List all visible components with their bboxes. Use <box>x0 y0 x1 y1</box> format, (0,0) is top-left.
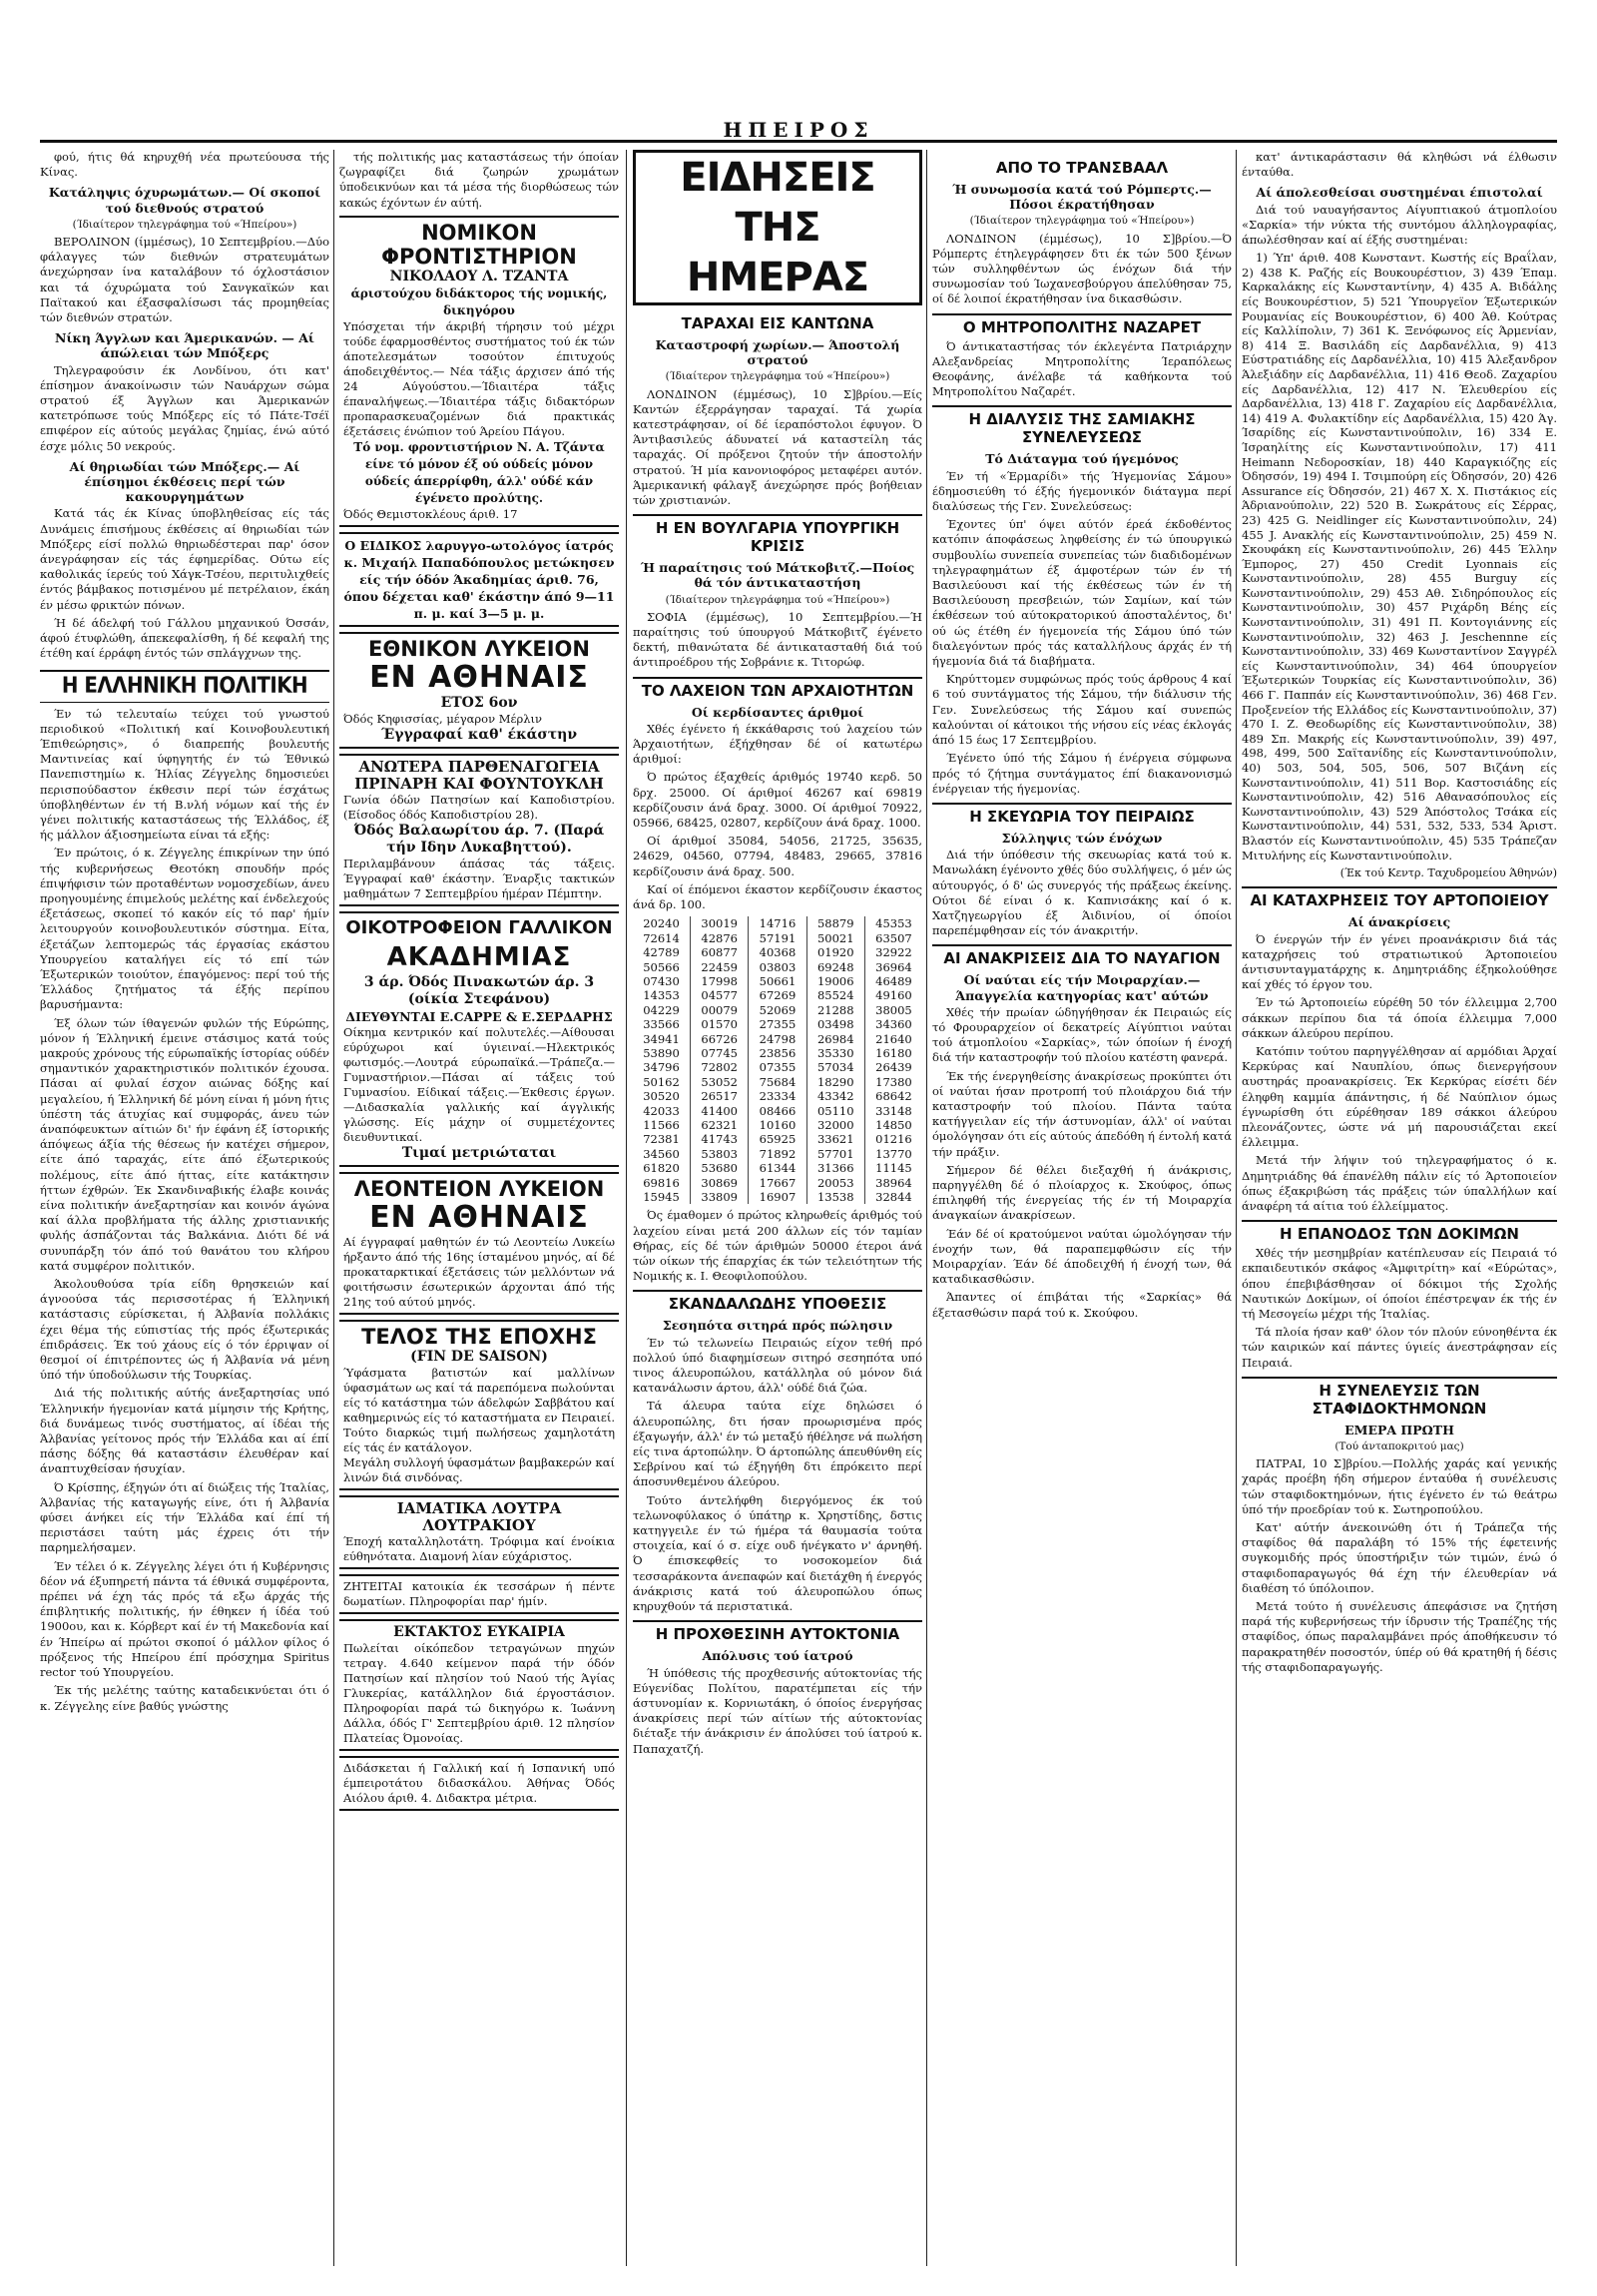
ad-title: ΑΝΩΤΕΡΑ ΠΑΡΘΕΝΑΓΩΓΕΙΑ <box>358 757 600 776</box>
lottery-number: 68642 <box>864 1089 922 1103</box>
advertisement <box>339 1756 619 1811</box>
lottery-numbers-table <box>633 916 922 1204</box>
article-text: Ή ύπόθεσις τής προχθεσινής αύτοκτονίας τής Εύγενίδας Πολίτου, παρατέμπεται είς τήν άστυνομίαν κ. Κορνιωτάκη, ό όποίος ένεργήσας άνακρίσεις περί τών αίτίων τής αύτοκτονίας διέταξε τήν άνάκρισιν έν άπολύσει τού ίατρού κ. Παπαχατζή. <box>633 1665 922 1756</box>
lottery-number: 61344 <box>749 1161 806 1175</box>
article-text: Έχοντες ύπ' όψει αύτόν έρεά έκδοθέντος κατόπιν άποφάσεως ληφθείσης έν τώ ύπουργικώ συμβουλίω συνεπεία συνεπείας τών διαδιδομένων τηλεγραφημάτων έξ άμφοτέρων τών έν τή Βασιλεύουσι καί τής έκθέσεως τών έν τή Βασιλεύουση πρεσβειών, τών Σαμίων, καί τών έκθέσεων τού αύτοκρατορικού άποσταλέντος, δι' ού ώς έτέθη έν ήγεμονεία τής Σάμου ύπό τών διαλεγόντων πρός τάς καταλλήλους άρχάς έν τή ήγεμονία διά τά διαβήματα. <box>932 517 1232 669</box>
table-row <box>633 1147 922 1161</box>
advertisement <box>339 1574 619 1614</box>
lottery-number: 03803 <box>749 960 806 974</box>
advertisement <box>339 1619 619 1751</box>
article-text: 1) Ύπ' άριθ. 408 Κωνσταντ. Κωστής είς Βραΐλαν, 2) 438 Κ. Ραζής είς Βουκουρέστιον, 3) 439 Έπαμ. Καρκαλάκης είς Κωνσταντίνην, 4) 435 Α. Βιδάλης είς Βουκουρέστιον, 5) 521 Ύπουργεϊον Έξωτερικών Ρουμανίας είς Βουκουρέστιον, 6) 400 Άθ. Κούτρας είς Καλλίπολιν, 7) 361 Κ. Ξενόφωνος είς Άρμενίαν, 8) 414 Ξ. Βασιλάδη είς Δαρδανέλλια, 9) 413 Εύστρατιάδης είς Δαρδανέλλια, 10) 415 Άλεξανδρον Άλεξιάδην είς Δαρδανέλλια, 11) 416 Θεοδ. Ζαχαρίου είς Δαρδανέλλια, 12) 417 Ν. Έλευθερίου είς Δαρδανέλλια, 13) 418 Γ. Ζαχαρίου είς Δαρδανέλλια, 14) 419 Α. Φυλακτίδην είς Δαρδανέλλια, 15) 420 Άγ. Ίσαρίδης είς Κωνσταντινούπολιν, 16) 334 Ε. Ίσραηλίτης είς Κωνσταντινούπολιν, 17) 411 Heimann Νεδοροσκίαν, 18) 440 Καραγκιόζης είς Όδησσόν, 19) 494 Ι. Τσιμπούρη είς Όδησσόν, 20) 426 Assurance είς Όδησσόν, 21) 467 Χ. Χ. Πιστάκιος είς Άδριανούπολιν, 22) 520 Β. Σωκράτους είς Σέρρας, 23) 425 G. Neidlinger είς Κωνσταντινούπολιν, 24) 455 J. Ανακλής είς Κωνσταντινούπολιν, 25) 459 Ν. Σκουφάκη είς Κωνσταντινούπολιν, 26) 445 Έλλην Έμπορος, 27) 450 Credit Lyonnais είς Κωνσταντινούπολιν, 28) 455 Burguy είς Κωνσταντινούπολιν, 29) 453 Αθ. Σιδηρόπουλος είς Κωνσταντινούπολιν, 30) 457 Ριχάρδη Βέης είς Κωνσταντινούπολιν, 31) 491 Π. Κοντογιάννης είς Κωνσταντινούπολιν, 32) 463 J. Jeschennne είς Κωνσταντινούπολιν, 33) 469 Κωνσταντίνον Σαγγρέλ είς Κωνσταντινούπολιν, 34) 464 ύπουργείον Έξωτερικών Τουρκίας είς Κωνσταντινούπολιν, 36) 466 Γ. Παππάν είς Κωνσταντινούπολιν, 36) 468 Γεν. Προξενείον τής Ελλάδος είς Κωνσταντινούπολιν, 37) 470 Ι. Ζ. Θεοδωρίδης είς Κωνσταντινούπολιν, 38) 489 Σπ. Μακρής είς Κωνσταντινούπολιν, 39) 497, 498, 499, 500 Σαϊτανίδης είς Κωνσταντινούπολιν, 40) 503, 504, 505, 506, 507 Βιζάνη είς Κωνσταντινούπολιν, 41) 511 Βορ. Καστοσιάδης είς Κωνσταντινούπολιν, 42) 516 Αθανασόπουλος είς Κωνσταντινούπολιν, 43) 529 Άπόστολος Τσάκα είς Κωνσταντινούπολιν, 44) 531, 532, 533, 534 Άριστ. Βλαστόν είς Κωνσταντινούπολιν, 45) 535 Τράπεζαν Μιτυλήνης είς Κωνσταντινούπολιν. <box>1242 251 1557 862</box>
ad-subtitle: 3 άρ. Όδός Πινακωτών άρ. 3 (οίκία Στεφάνου) <box>363 973 595 1007</box>
article-text: Κατά τάς έκ Κίνας ύποβληθείσας είς τάς Δυνάμεις έπισήμους έκθέσεις αί θηριωδίαι τών Μπόξερς είσί πολλώ θηριωδέστεραι παρ' όσον άνεγράφησαν είς τάς έφημερίδας. Ούτω είς καθολικάς ίερεύς τού Χάγκ-Τσέου, περιτυλιχθείς έντός βάμβακος ποτισμένου μέ πετρέλαιον, έκάη έν μέσω φρικτών πόνων. <box>40 506 329 612</box>
lottery-number: 14716 <box>749 916 806 930</box>
article-text: ΠΑΤΡΑΙ, 10 Σ]βρίου.—Πολλής χαράς καί γενικής χαράς προέβη ήδη σήμερον ένταύθα ή συνέλευσις τών σταφιδοκτημόνων, ήτις έγένετο έν τώ θεάτρω ύπό τήν προεδρίαν τού κ. Σωτηροπούλου. <box>1242 1456 1557 1516</box>
article-text: Έν τή «Έρμαρίδι» τής Ήγεμονίας Σάμου» έδημοσιεύθη τό έξής ήγεμονικόν διάταγμα περί διαλύσεως τής Γεν. Συνελεύσεως: <box>932 468 1232 514</box>
article-heading: Κατάληψις όχυρωμάτων.— Οί σκοποί τού διεθνούς στρατού <box>48 185 321 216</box>
lottery-number: 33148 <box>864 1104 922 1118</box>
news-banner: ΕΙΔΗΣΕΙΣ ΤΗΣ ΗΜΕΡΑΣ <box>633 150 922 305</box>
article-text: Τά πλοία ήσαν καθ' όλον τόν πλούν εύνοηθέντα έκ τών καιρικών καί πάντες ύγιείς άνεστράφησαν είς Πειραιά. <box>1242 1325 1557 1370</box>
dateline: (Ίδιαίτερον τηλεγράφημα τού «Ήπείρου») <box>665 370 890 383</box>
lottery-number: 05110 <box>806 1104 864 1118</box>
article-text: Ό πρώτος έξαχθείς άριθμός 19740 κερδ. 50 δρχ. 25000. Οί άριθμοί 46267 καί 69819 κερδίζουσιν άνά δραχ. 3000. Οί άριθμοί 70922, 05966, 68425, 02807, κερδίζουν άνά δραχ. 1000. <box>633 770 922 831</box>
article-text: Άκολουθούσα τρία είδη θρησκειών καί άγνοούσα τάς περισσοτέρας ή Έλληνική κατάστασις εύρίσκεται, ή Άλβανία πολλάκις έχει θέμα τής εύπιστίας τής πρός έξωτερικάς έπιδράσεις. Έκ τού χάους είς ό τόν έρριψαν οί θεσμοί οί έπιτρέποντες ώς ή Άλβανία νά μένη ύπό τήν ύποδούλωσιν τής Τουρκίας. <box>40 1277 329 1383</box>
lottery-number: 22459 <box>691 960 749 974</box>
article-heading: ΑΙ ΑΝΑΚΡΙΣΕΙΣ ΔΙΑ ΤΟ ΝΑΥΑΓΙΟΝ <box>932 944 1232 967</box>
ad-title: ΕΝ ΑΘΗΝΑΙΣ <box>369 1199 589 1235</box>
lottery-number: 42033 <box>643 1103 680 1118</box>
column-rule <box>1236 150 1237 2266</box>
lottery-number: 72614 <box>643 930 680 945</box>
ad-address: Όδός Κηφισσίας, μέγαρον Μέρλιν <box>343 711 543 726</box>
lottery-number: 14850 <box>864 1118 922 1132</box>
lottery-number: 57191 <box>749 931 806 945</box>
lottery-number: 33566 <box>643 1017 680 1032</box>
article-text: Κατόπιν τούτου παρηγγέλθησαν αί αρμόδιαι Άρχαί Κερκύρας καί Ναυπλίου, όπως διενεργήσουν αυστηράς προανακρίσεις. Έκ Κερκύρας είσέτι δέν έληφθη καμμία άπάντησις, ή δέ Ναύπλιον όμως έγνωρίσθη ότι εύρέθησαν 189 σάκκοι άλεύρου πλεονάζοντες, ώστε νά μή παρουσιάζεται εκεί έλλειμμα. <box>1242 1043 1557 1150</box>
lottery-number: 24798 <box>749 1032 806 1046</box>
table-row <box>633 974 922 988</box>
lottery-number: 33809 <box>691 1190 749 1204</box>
article-text: Έν πρώτοις, ό κ. Ζέγγελης έπικρίνων την ύπό τής κυβερνήσεως Θεοτόκη σπουδήν πρός έπιψήφισιν τών προταθέντων νομοσχεδίων, άνευ προηγουμένης έπιμελούς μελέτης καί ένδελεχούς έξετάσεως, σκοπεί τό κακόν είς τό παρ' ήμίν λειτουργούν κοινοβουλευτικόν σύστημα. Είτα, έξετάζων λεπτομερώς τάς έργασίας εκάστου Υπουργείου καταλήγει είς τό επί τών Έξωτερικών τοιούτον, έπαγόμενος: περί τού τής Έλλάδος ζητήματος τά έξής περίπου βαρυσήμαντα: <box>40 846 329 1012</box>
lottery-number: 20053 <box>806 1176 864 1190</box>
article-text: ΣΟΦΙΑ (έμμέσως), 10 Σεπτεμβρίου.—Ή παραίτησις τού ύπουργού Μάτκοβιτζ έγένετο δεκτή, πιθανώτατα δέ άντικατασταθή διά τού άντιπροέδρου τής Σοβράνιε κ. Τιτορώφ. <box>633 609 922 670</box>
article-heading: Η ΣΚΕΥΩΡΙΑ ΤΟΥ ΠΕΙΡΑΙΩΣ <box>932 803 1232 826</box>
ad-text: ΖΗΤΕΙΤΑΙ κατοικία έκ τεσσάρων ή πέντε δωματίων. Πληροφορίαι παρ' ήμίν. <box>343 1578 615 1608</box>
lottery-number: 32844 <box>864 1190 922 1204</box>
ad-text: Πωλείται οίκόπεδον τετραγώνων πηχών τετραγ. 4.640 κείμενον παρά τήν όδόν Πατησίων καί πλησίον τού Ναού τής Άγίας Γλυκερίας, κατάλληλον διά έργοστάσιον. Πληροφορίαι παρά τώ δικηγόρω κ. Ίωάννη Δάλλα, όδός Γ' Σεπτεμβρίου άριθ. 12 πλησίον Πλατείας Όμονοίας. <box>343 1640 615 1745</box>
ad-text: Υπόσχεται τήν άκριβή τήρησιν τού μέχρι τούδε έφαρμοσθέντος συστήματος τού έκ τών άποτελεσμάτων τοσούτον έπιτυχούς άποδειχθέντος.— Νέα τάξις άρχισεν άπό τής 24 Αύγούστου.—Ίδιαιτέρα τάξις έπαναλήψεως.—Ίδιαιτέρα τάξις διδακτόρων προπαρασκευαζομένων διά πρακτικάς έξετάσεις ένώπιον τού Άρείου Πάγου. <box>343 318 615 438</box>
lottery-number: 52069 <box>749 1003 806 1017</box>
article-heading: Η ΠΡΟΧΘΕΣΙΝΗ ΑΥΤΟΚΤΟΝΙΑ <box>633 1620 922 1643</box>
article-subheading: Οί κερδίσαντες άριθμοί <box>691 704 864 720</box>
lottery-number: 34796 <box>643 1060 680 1075</box>
ad-subtitle: ΔΙΕΥΘΥΝΤΑΙ Ε.CAPPE & Ε.ΣΕΡΔΑΡΗΣ <box>345 1008 613 1024</box>
article-text: Διά τού ναυαγήσαντος Αίγυπτιακού άτμοπλοίου «Σαρκία» τήν νύκτα τής συντόμου άλληλογραφίας, άπωλέσθησαν καί αί έξής συστημέναι: <box>1242 202 1557 248</box>
ad-title: ΕΝ ΑΘΗΝΑΙΣ <box>369 659 589 695</box>
column-3 <box>633 150 922 2266</box>
article-text: Ή δέ άδελφή τού Γάλλου μηχανικού Όσσάν, άφού έτυφλώθη, άπεκεφαλίσθη, ή δέ κεφαλή της έτέθη καί έρράφη έντός τών σπλάγχνων της. <box>40 615 329 661</box>
article-subheading: Ή παραίτησις τού Μάτκοβιτζ.—Ποίος θά τόν άντικαταστήση <box>640 560 915 591</box>
lottery-number: 43342 <box>806 1089 864 1103</box>
article-text: Έκ τής ένεργηθείσης άνακρίσεως προκύπτει ότι οί ναύται ήσαν προτροπή τού πλοιάρχου διά τήν καταστροφήν τού πλοίου. Πάντα ταύτα κατήγγειλαν είς τήν άστυνομίαν, άλλ' οί ναύται όμολόγησαν ότι είς αύτούς άπεδόθη ή έντολή κατά τήν πράξιν. <box>932 1068 1232 1159</box>
table-row <box>633 1161 922 1175</box>
article-text: Έν τέλει ό κ. Ζέγγελης λέγει ότι ή Κυβέρνησις δέον νά έξυπηρετή πάντα τά έθνικά συμφέροντα, πρέπει νά έχη τάς πρός τά εξω άρχάς τής έπιβλητικής πολιτικής, ήν έθηκεν ή ίδέα τού 1900ου, και κ. Κόρβερτ καί έν τή Μακεδονία καί έν Ήπείρω αί πρώτοι σκοποί ό μάλλον φίλος ό πρόξενος τής Ηπείρου έπί πρόσχημα Spiritus rector τού Υπουργείου. <box>40 1558 329 1680</box>
article-text: ΛΟΝΔΙΝΟΝ (έμμέσως), 10 Σ]βρίου.—Είς Καντών έξερράγησαν ταραχαί. Τά χωρία κατεστράφησαν, οί δέ ίεραπόστολοι έφυγον. Ό Άντιβασιλεύς άδυνατεί νά καταστείλη τάς ταραχάς. Οί πρόξενοι ζητούν τήν άποστολήν στρατού. Ή μία κανονιοφόρος μεταφέρει αυτόν. Άμερικανική φάλαγξ άνεχώρησε πρός βοήθειαν τών χριστιανών. <box>633 386 922 508</box>
dateline: (Ίδιαίτερον τηλεγράφημα τού «Ήπείρου») <box>72 218 297 231</box>
article-text: Σήμερον δέ θέλει διεξαχθή ή άνάκρισις, παρηγγέλθη δέ ό πλοίαρχος κ. Σκούφος, όπως έπιληφθή τής ένεργείας τής έν τή Μοιραρχία άναγκαίων άνακρίσεων. <box>932 1162 1232 1223</box>
article-text: Τά άλευρα ταύτα είχε δηλώσει ό άλευροπώλης, δτι ήσαν προωρισμένα πρός έξαγωγήν, άλλ' έν τώ μεταξύ ήθέλησε νά πωλήση είς τινα άρτοπώλην. Ό άρτοπώλης άπευθύνθη είς Σεβρίνου καί τώ έξηγήθη δτι έπρόκειτο περί άποσυνθεμένου άλεύρου. <box>633 1399 922 1489</box>
article-text: Καί οί έπόμενοι έκαστον κερδίζουσιν έκαστος άνά δρ. 100. <box>633 881 922 912</box>
lottery-number: 07355 <box>749 1060 806 1074</box>
ad-text: Τό νομ. φροντιστήριον Ν. Α. Τζάντα είνε τό μόνον έξ ού ούδείς μόνον ούδείς άπερρίφθη, άλλ' ούδέ κάν έγένετο προλύτης. <box>353 439 605 505</box>
column-5 <box>1242 150 1557 2266</box>
advertisement <box>339 632 619 749</box>
advertisement <box>339 1172 619 1315</box>
lottery-number: 53890 <box>643 1045 680 1060</box>
ad-text: Αί έγγραφαί μαθητών έν τώ Λεοντείω Λυκείω ήρξαντο άπό τής 16ης ίσταμένου μηνός, αί δέ προκαταρκτικαί έξετάσεις τών μελλόντων νά φοιτήσωσιν έσωτερικών άρχονται άπό τής 21ης τού αύτού μηνός. <box>343 1234 615 1309</box>
lottery-number: 65925 <box>749 1132 806 1146</box>
lottery-number: 50661 <box>749 974 806 988</box>
table-row <box>633 945 922 959</box>
table-row <box>633 1132 922 1146</box>
table-row <box>633 1003 922 1017</box>
column-rule <box>926 150 927 2266</box>
lottery-number: 26984 <box>806 1032 864 1046</box>
article-subheading: Σεσηπότα σιτηρά πρός πώλησιν <box>662 1318 893 1334</box>
lottery-number: 69816 <box>643 1175 680 1190</box>
table-row <box>633 916 922 930</box>
table-row <box>633 1176 922 1190</box>
lottery-number: 18290 <box>806 1075 864 1089</box>
advertisement <box>339 532 619 627</box>
table-row <box>633 1075 922 1089</box>
lottery-number: 57701 <box>806 1147 864 1161</box>
article-text: Χθές έγένετο ή έκκάθαρσις τού λαχείου τών Άρχαιοτήτων, έξήχθησαν δέ οί κατωτέρω άριθμοί: <box>633 721 922 767</box>
lottery-number: 41400 <box>691 1104 749 1118</box>
lottery-number: 36964 <box>864 960 922 974</box>
table-row <box>633 1046 922 1060</box>
lottery-number: 42789 <box>643 945 680 960</box>
lottery-number: 21640 <box>864 1032 922 1046</box>
lottery-number: 41743 <box>691 1132 749 1146</box>
article-heading: Νίκη Άγγλων και Άμερικανών. — Αί άπώλειαι τών Μπόξερς <box>55 330 314 361</box>
article-text: Κατ' αύτήν άνεκοινώθη ότι ή Τράπεζα τής σταφίδος θά παραλάβη τό 15% τής έφετεινής συγκομιδής πρός ύποστήριξιν τών τιμών, ένώ ό σταφιδοπαραγωγός θά έχη τήν έλευθερίαν νά διαθέση τό ύπόλοιπον. <box>1242 1520 1557 1595</box>
lottery-number: 34941 <box>643 1031 680 1046</box>
table-row <box>633 1032 922 1046</box>
advertisement <box>339 754 619 906</box>
masthead <box>40 118 1557 143</box>
lottery-number: 67269 <box>749 988 806 1002</box>
lottery-number: 07430 <box>643 973 680 988</box>
ad-text: Ο ΕΙΔΙΚΟΣ λαρυγγο-ωτολόγος ίατρός κ. Μιχαήλ Παπαδόπουλος μετώκησεν είς τήν όδόν Άκαδημίας άριθ. 76, όπου δέχεται καθ' έκάστην άπό 9—11 π. μ. καί 3—5 μ. μ. <box>343 537 615 621</box>
lottery-number: 45353 <box>864 916 922 930</box>
advertisement <box>339 1495 619 1569</box>
article-text: Κηρύττομεν συμφώνως πρός τούς άρθρους 4 καί 6 τού συντάγματος τής Σάμου, τήν διάλυσιν τής Γεν. Συνελεύσεως τής Σάμου καί συνεπώς καλούνται οί κάτοικοι τής νήσου είς νέας έκλογάς άπό 15 έως 17 Σεπτεμβρίου. <box>932 672 1232 748</box>
ad-address: Όδός Θεμιστοκλέους άριθ. 17 <box>343 506 518 521</box>
ad-subtitle: (FIN DE SAISON) <box>410 1348 548 1365</box>
ad-title: ΙΑΜΑΤΙΚΑ ΛΟΥΤΡΑ ΛΟΥΤΡΑΚΙΟΥ <box>396 1498 562 1534</box>
ad-text: Έποχή καταλληλοτάτη. Τρόφιμα καί ένοίκια εύθηνότατα. Διαμονή λίαν εύχάριστος. <box>343 1533 615 1563</box>
lottery-number: 11145 <box>864 1161 922 1175</box>
lottery-number: 03498 <box>806 1017 864 1031</box>
lottery-number: 17380 <box>864 1075 922 1089</box>
lottery-number: 01216 <box>864 1132 922 1146</box>
table-row <box>633 960 922 974</box>
lottery-number: 10160 <box>749 1118 806 1132</box>
advertisement <box>339 911 619 1167</box>
dateline: (Τού άνταποκριτού μας) <box>1334 1440 1464 1453</box>
lottery-number: 30869 <box>691 1176 749 1190</box>
lottery-number: 32922 <box>864 945 922 959</box>
lottery-number: 16907 <box>749 1190 806 1204</box>
lottery-number: 16180 <box>864 1046 922 1060</box>
article-heading: Ο ΜΗΤΡΟΠΟΛΙΤΗΣ ΝΑΖΑΡΕΤ <box>932 313 1232 336</box>
article-heading: ΑΠΟ ΤΟ ΤΡΑΝΣΒΑΑΛ <box>995 159 1169 177</box>
column-rule <box>333 150 334 2266</box>
lottery-number: 13770 <box>864 1147 922 1161</box>
ad-text: Μεγάλη συλλογή ύφασμάτων βαμβακερών καί λινών διά σινδόνας. <box>343 1454 615 1484</box>
article-subheading: Ή συνωμοσία κατά τού Ρόμπερτς.— Πόσοι έκρατήθησαν <box>952 182 1212 213</box>
article-text: Διά τής πολιτικής αύτής άνεξαρτησίας υπό Έλληνικήν ήγεμονίαν κατά μίμησιν τής Κρήτης, διά δυνάμεως τινός συστήματος, αί ίδέαι τής Άλβανίας γείτονος πρός τήν Έλλάδα και αί έπί πάσης δόξης θά καταστάσιν έλευθέραν καί άναπτυχθείσαν ήσυχίαν. <box>40 1386 329 1476</box>
ad-text: Διδάσκεται ή Γαλλική καί ή Ισπανική υπό έμπειροτάτου διδασκάλου. Άθήνας Όδός Αιόλου άριθ. 4. Διδακτρα μέτρια. <box>343 1760 615 1805</box>
article-heading: Η ΔΙΑΛΥΣΙΣ ΤΗΣ ΣΑΜΙΑΚΗΣ ΣΥΝΕΛΕΥΣΕΩΣ <box>932 405 1232 446</box>
newspaper-name: ΗΠΕΙΡΟΣ <box>723 118 874 142</box>
article-text: Χθές τήν πρωίαν ώδηγήθησαν έκ Πειραιώς είς τό Φρουραρχείον οί δεκατρείς Αίγύπτιοι ναύται τού άτμοπλοίου «Σαρκίας», τών όποίων ή ένοχή διά τήν καταστροφήν τού πλοίου κατέστη φανερά. <box>932 1004 1232 1065</box>
article-heading: Η ΕΝ ΒΟΥΛΓΑΡΙΑ ΥΠΟΥΡΓΙΚΗ ΚΡΙΣΙΣ <box>633 514 922 555</box>
lottery-number: 69248 <box>806 960 864 974</box>
lottery-number: 62321 <box>691 1118 749 1132</box>
article-heading: Αί θηριωδίαι τών Μπόξερς.— Αί έπίσημοι έκθέσεις περί τών κακουργημάτων <box>69 458 300 505</box>
lottery-number: 07745 <box>691 1046 749 1060</box>
ad-subtitle: Τιμαί μετριώταται <box>401 1144 557 1161</box>
article-text: Έν τώ Άρτοποιείω εύρέθη 50 τόν έλλειμμα 2,700 σάκκων περίπου δια τά όποία έλλειμμα 7,000 σάκκων άλεύρου περίπου. <box>1242 995 1557 1040</box>
article-source: (Έκ τού Κεντρ. Ταχυδρομείου Άθηνών) <box>1339 866 1557 880</box>
lottery-number: 11566 <box>643 1117 680 1132</box>
lottery-number: 04577 <box>691 988 749 1002</box>
lottery-number: 14353 <box>643 988 680 1003</box>
lottery-number: 72802 <box>691 1060 749 1074</box>
lottery-number: 17667 <box>749 1176 806 1190</box>
ad-subtitle: Όδός Βαλαωρίτου άρ. 7. (Παρά τήν Ιδην Λυκαβηττού). <box>353 822 605 856</box>
article-text: ΒΕΡΟΛΙΝΟΝ (ίμμέσως), 10 Σεπτεμβρίου.—Δύο φάλαγγες τών διεθνών στρατευμάτων άνεχώρησαν ίνα καταλάβουν τό όχλοστάσιον και τά όχυρώματα τού Σανγκαϊκών και Παϊτακού και έξασφαλίσωσι τάς προμηθείας τών διεθνών στρατών. <box>40 235 329 325</box>
table-row <box>633 931 922 945</box>
lottery-number: 26439 <box>864 1060 922 1074</box>
article-subheading: Τό Διάταγμα τού ήγεμόνος <box>985 451 1179 467</box>
article-subheading: Απόλυσις τού ίατρού <box>702 1648 853 1664</box>
lottery-number: 85524 <box>806 988 864 1002</box>
lottery-number: 30520 <box>643 1089 680 1104</box>
lottery-number: 57034 <box>806 1060 864 1074</box>
ad-title: ΛΕΟΝΤΕΙΟΝ ΛΥΚΕΙΟΝ <box>353 1176 605 1201</box>
lottery-number: 63507 <box>864 931 922 945</box>
ad-title: ΕΘΝΙΚΟΝ ΛΥΚΕΙΟΝ <box>368 636 590 661</box>
table-row <box>633 1089 922 1103</box>
lottery-number: 27355 <box>749 1017 806 1031</box>
lottery-number: 19006 <box>806 974 864 988</box>
lottery-number: 23334 <box>749 1089 806 1103</box>
ad-text: Οίκημα κεντρικόν καί πολυτελές.—Αίθουσαι εύρύχωροι καί ύγιειναί.—Ηλεκτρικός φωτισμός.—Λουτρά εύρωπαϊκά.—Τράπεζα.—Γυμναστήριον.—Πάσαι αί τάξεις τού Γυμνασίου. Είδικαί τάξεις.—Έκθεσις έργων.—Διδασκαλία γαλλικής καί άγγλικής γλώσσης. Είς μάχην οί συμμετέχοντες διευθυντικαί. <box>343 1024 615 1144</box>
article-text: Έξ όλων τών ίθαγενών φυλών τής Εύρώπης, μόνον ή Έλληνική έμεινε στάσιμος κατά τούς μακρούς χρόνους τής εύρωπαϊκής ίστορίας ούδέν σημαντικόν χαρακτηριστικόν πολιτικόν έχουσα. Πάσαι αί φυλαί έσχον αιώνας δόξης καί μεγαλείου, ή Έλληνική δέ μόνη είναι ή μόνη ήτις ύπέστη τάς άτυχίας καί συμφοράς, άνευ τών άναπόφευκτων αίτιών δι' ήν έφάνη έξ ίστορικής άπόψεως άξία τής θέσεως ήν κατέχει σήμερον, είτε άπό ταραχάς, είτε άπό έξωτερικούς πολέμους, είτε άπό ήττας, είτε κατάκτησιν ήττων έχθρών. Έκ Σκανδιναβικής έλαβε κοινάς είνα πολιτικήν άνεξαρτησίαν και κοινόν άγώνα καί άλλα προβλήματα τής άλλης χριστιανικής φυλής άσπάζονται τάς Βαλκάνια. Διότι δέ νά συνυπάρξη τόν άπό τού θανάτου του κλήρου κατά συμφέρον πολιτικόν. <box>40 1015 329 1273</box>
lottery-number: 21288 <box>806 1003 864 1017</box>
lottery-number: 00079 <box>691 1003 749 1017</box>
ad-title: ΤΕΛΟΣ ΤΗΣ ΕΠΟΧΗΣ <box>361 1324 597 1349</box>
article-text: Έν τώ τελευταίω τεύχει τού γνωστού περιοδικού «Πολιτική καί Κοινοβουλευτική Έπιθεώρησις», ό διαπρεπής βουλευτής Μαντινείας καί ύφηγητής έν τώ Έθνικώ Πανεπιστημίω κ. Ήλίας Ζέγγελης δημοσιεύει περισπούδαστον έκθεσιν περί τών έσχάτως ύποβληθέντων έν τή Β.νλή νόμων καί τής έν γένει πολιτικής καταστάσεως τής Έλλάδος, έξ ής μάλλον άξιοσημείωτα είναι τά εξής: <box>40 706 329 843</box>
ad-title: ΑΚΑΔΗΜΙΑΣ <box>386 941 572 972</box>
lottery-number: 26517 <box>691 1089 749 1103</box>
lottery-number: 40368 <box>749 945 806 959</box>
lottery-number: 71892 <box>749 1147 806 1161</box>
lottery-number: 46489 <box>864 974 922 988</box>
lottery-number: 15945 <box>643 1190 680 1205</box>
lottery-number: 49160 <box>864 988 922 1002</box>
lottery-number: 50566 <box>643 959 680 974</box>
article-text: Έγένετο ύπό τής Σάμου ή ένέργεια σύμφωνα πρός τό ζήτημα συντάγματος έπί διακανονισμώ ένέργειαν τής ήγεμονίας. <box>932 751 1232 796</box>
advertisement <box>339 216 619 527</box>
article-subheading: Οί ναύται είς τήν Μοιραρχίαν.— Άπαγγελία κατηγορίας κατ' αύτών <box>955 972 1209 1003</box>
article-heading: Η ΣΥΝΕΛΕΥΣΙΣ ΤΩΝ ΣΤΑΦΙΔΟΚΤΗΜΟΝΩΝ <box>1242 1377 1557 1418</box>
table-row <box>633 1104 922 1118</box>
article-subheading: Σύλληψις τών ένόχων <box>1001 830 1163 846</box>
article-text: Τηλεγραφούσιν έκ Λονδίνου, ότι κατ' έπίσημον άνακοίνωσιν τών Ναυάρχων σώμα στρατού έξ Άγγλων και Άμερικανών κατετρόπωσε τούς Μπόξερς είς τό Πάτε-Τσέϊ επιφέρον είς αύτούς μεγάλας ζημίας, ένώ αύτό έσχε μόλις 50 νεκρούς. <box>40 362 329 453</box>
lottery-number: 30019 <box>691 916 749 930</box>
table-row <box>633 1017 922 1031</box>
lottery-number: 04229 <box>643 1002 680 1017</box>
lottery-number: 08466 <box>749 1104 806 1118</box>
lottery-number: 50021 <box>806 931 864 945</box>
article-text: Μετά τήν λήψιν τού τηλεγραφήματος ό κ. Δημητριάδης θά έπανέλθη πάλιν είς τό Άρτοποιείον όπως έξακριβώση τάς πράξεις τών ύπαλλήλων καί άναφέρη τά αίτια τού έλλείμματος. <box>1242 1153 1557 1214</box>
article-text: Μετά τούτο ή συνέλευσις άπεφάσισε να ζητήση παρά τής κυβερνήσεως τήν ίδρυσιν τής Τραπέζης τής σταφίδος, όπως παραλαμβάνει πρός άποθήκευσιν τό παρακρατηθέν ποσοστόν, ύπέρ ού θά κρατηθή ή δέσις τής σταφιδοπαραγωγής. <box>1242 1599 1557 1674</box>
lottery-number: 20240 <box>643 916 680 931</box>
lottery-number: 23856 <box>749 1046 806 1060</box>
article-text: Τούτο άντελήφθη διεργόμενος έκ τού τελωνοφύλακος ό ύπάτηρ κ. Χρηστίδης, δστις κατηγγειλε έν τώ ήμέρα τά θαυμασία τούτα στοιχεία, καί ό σ. είχε ουδ ήνέγκατο ν' άρνηθή. Ό έπισκεφθείς το νοσοκομείον διά τεσσαράκοντα άνεπαφών καί διετάχθη ή ένεργός άνάκρισις κατά τού άλευροπώλου όπως κηρυχθούν τά περιστατικά. <box>633 1492 922 1614</box>
section-heading: Η ΕΛΛΗΝΙΚΗ ΠΟΛΙΤΙΚΗ <box>40 670 329 703</box>
table-row <box>633 1118 922 1132</box>
column-1 <box>40 150 329 2266</box>
lottery-number: 53803 <box>691 1147 749 1161</box>
article-subheading: ΕΜΕΡΑ ΠΡΩΤΗ <box>1344 1422 1454 1437</box>
article-text: Χθές τήν μεσημβρίαν κατέπλευσαν είς Πειραιά τό εκπαιδευτικόν σκάφος «Άμφιτρίτη» καί «Εύρώτας», όπου έπεβιβάσθησαν οί δόκιμοι τής Σχολής Ναυτικών Δοκίμων, οί όποίοι έπέστρεψαν έκ τής έν τή Μεσογείω μέχρι τής Ίταλίας. <box>1242 1246 1557 1322</box>
lottery-number: 35330 <box>806 1046 864 1060</box>
lottery-number: 58879 <box>806 916 864 930</box>
lottery-number: 38964 <box>864 1176 922 1190</box>
article-heading: ΑΙ ΚΑΤΑΧΡΗΣΕΙΣ ΤΟΥ ΑΡΤΟΠΟΙΕΙΟΥ <box>1242 886 1557 909</box>
lottery-number: 34560 <box>643 1146 680 1161</box>
lottery-number: 34360 <box>864 1017 922 1031</box>
ad-text: Γωνία όδών Πατησίων καί Καποδιστρίου. (Είσοδος όδός Καποδιστρίου 28). <box>343 792 615 822</box>
article-text: τής πολιτικής μας καταστάσεως τήν όποίαν ζωγραφίζει διά ζωηρών χρωμάτων ύποδεικνύων και τά μέσα τής διορθώσεως τών κακώς έχόντων έν αύτή. <box>339 150 619 210</box>
ad-text: Ύφάσματα βατιστών καί μαλλίνων ύφασμάτων ως καί τά παρεπόμενα πωλούνται είς τό κατάστημα τών άδελφών Σαββάτου καί καθημερινώς είς τό καταστήματα εν Πειραιεί. Τούτο διαρκώς τιμή πωλήσεως χαμηλοτάτη είς τάς έν κατάλογον. <box>343 1365 615 1454</box>
lottery-number: 13538 <box>806 1190 864 1204</box>
article-text: Διά τήν ύπόθεσιν τής σκευωρίας κατά τού κ. Μανωλάκη έγένοντο χθές δύο συλλήψεις, ό μέν ώς αύτουργός, ό δ' ώς συνεργός τής πράξεως έκείνης. Ούτοι δέ είναι ό κ. Καπνισάκης καί ό κ. Χατζηγεωργίου έξ Άιδινίου, οί όποίοι παρεπέμφθησαν είς τόν άνακριτήν. <box>932 848 1232 938</box>
lottery-number: 75684 <box>749 1075 806 1089</box>
lottery-number: 38005 <box>864 1003 922 1017</box>
column-2 <box>339 150 619 2266</box>
article-text: Άπαντες οί έπιβάται τής «Σαρκίας» θά έξετασθώσιν παρά τού κ. Σκούφου. <box>932 1290 1232 1320</box>
lottery-number: 53680 <box>691 1161 749 1175</box>
lottery-number: 33621 <box>806 1132 864 1146</box>
lottery-number: 66726 <box>691 1032 749 1046</box>
article-heading: Αί άπολεσθείσαι συστημέναι έπιστολαί <box>1256 185 1543 201</box>
article-heading: Η ΕΠΑΝΟΔΟΣ ΤΩΝ ΔΟΚΙΜΩΝ <box>1242 1220 1557 1243</box>
table-row <box>633 1190 922 1204</box>
lottery-number: 42876 <box>691 931 749 945</box>
ad-subtitle: Έγγραφαί καθ' έκάστην <box>380 726 578 743</box>
article-text: Έάν δέ οί κρατούμενοι ναύται ώμολόγησαν τήν ένοχήν των, θά παραπεμφθώσιν είς τήν Μοιραρχίαν. Έάν δέ άποδειχθή ή ένοχή των, θά καταδικασθώσιν. <box>932 1226 1232 1287</box>
lottery-number: 61820 <box>643 1161 680 1176</box>
ad-title: ΠΡΙΝΑΡΗ ΚΑΙ ΦΟΥΝΤΟΥΚΛΗ <box>354 774 604 793</box>
article-text: Έν τώ τελωνείω Πειραιώς είχον τεθή πρό πολλού ύπό διαφημίσεων σιτηρό σεσηπότα υπό τινος άλευροπώλου, κατάλληλα ού μόνον διά κατανάλωσιν άρτου, άλλ' ούδέ διά ζώα. <box>633 1335 922 1396</box>
ad-text: Περιλαμβάνουν άπάσας τάς τάξεις. Έγγραφαί καθ' έκάστην. Έναρξις τακτικών μαθημάτων 7 Σεπτεμβρίου ήμέραν Πέμπτην. <box>343 856 615 900</box>
advertisement <box>339 1320 619 1490</box>
article-heading: ΤΟ ΛΑΧΕΙΟΝ ΤΩΝ ΑΡΧΑΙΟΤΗΤΩΝ <box>633 677 922 700</box>
ad-title: ΟΙΚΟΤΡΟΦΕΙΟΝ ΓΑΛΛΙΚΟΝ <box>345 916 613 938</box>
table-row <box>633 1060 922 1074</box>
lottery-number: 17998 <box>691 974 749 988</box>
article-text: Έκ τής μελέτης ταύτης καταδεικνύεται ότι ό κ. Ζέγγελης είνε βαθύς γνώστης <box>40 1683 329 1713</box>
article-text: κατ' άντικαράστασιν θά κληθώσι νά έλθωσιν ένταύθα. <box>1242 150 1557 180</box>
article-text: Ό Κρίσπης, έξηγών ότι αί διώξεις τής Ίταλίας, Άλβανίας τής καταγωγής είνε, ότι ή Άλβανία φύσει άνήκει είς τήν Έλλάδα καί έπί τή περιστάσει ταύτη μάς έχρεις ότι τήν παρημελήσαμεν. <box>40 1479 329 1555</box>
article-heading: ΣΚΑΝΔΑΛΩΔΗΣ ΥΠΟΘΕΣΙΣ <box>633 1290 922 1313</box>
column-4 <box>932 150 1232 2266</box>
lottery-number: 53052 <box>691 1075 749 1089</box>
ad-subtitle: ΝΙΚΟΛΑΟΥ Λ. ΤΖΑΝΤΑ <box>389 268 569 285</box>
article-text: Οί άριθμοί 35084, 54056, 21725, 35635, 24629, 04560, 07794, 48483, 29665, 37816 κερδίζουσιν άνά δραχ. 500. <box>633 834 922 878</box>
table-row <box>633 988 922 1002</box>
ad-title: ΕΚΤΑΚΤΟΣ ΕΥΚΑΙΡΙΑ <box>393 1623 565 1640</box>
lottery-number: 50162 <box>643 1074 680 1089</box>
ad-subtitle: άριστούχου διδάκτορος τής νομικής, δικηγόρου <box>350 286 608 317</box>
article-text: Ό άντικαταστήσας τόν έκλεγέντα Πατριάρχην Αλεξανδρείας Μητροπολίτης Ίεραπόλεως Θεοφάνης, άνέλαβε τά καθήκοντα τού Μητροπολίτου Ναζαρέτ. <box>932 338 1232 399</box>
ad-title: ΝΟΜΙΚΟΝ ΦΡΟΝΤΙΣΤΗΡΙΟΝ <box>381 220 577 269</box>
lottery-number: 72381 <box>643 1132 680 1147</box>
lottery-number: 01920 <box>806 945 864 959</box>
article-heading: ΤΑΡΑΧΑΙ ΕΙΣ ΚΑΝΤΩΝΑ <box>681 314 874 332</box>
lottery-number: 60877 <box>691 945 749 959</box>
lottery-number: 31366 <box>806 1161 864 1175</box>
article-subheading: Καταστροφή χωρίων.— Άποστολή στρατού <box>655 337 900 368</box>
lottery-number: 01570 <box>691 1017 749 1031</box>
article-text: Ό ένεργών τήν έν γένει προανάκρισιν διά τάς καταχρήσεις τού στρατιωτικού Άρτοποιείου άντισυνταγματάρχης κ. Δημητριάδης έξηκολούθησε καί χθές τό έργον του. <box>1242 931 1557 992</box>
dateline: (Ίδιαίτερον τηλεγράφημα τού «Ήπείρου») <box>969 215 1195 228</box>
lottery-number: 32000 <box>806 1118 864 1132</box>
article-text: ΛΟΝΔΙΝΟΝ (έμμέσως), 10 Σ]βρίου.—Ό Ρόμπερτς έτηλεγράφησεν δτι έκ τών 500 ξένων τών συλληφθέντων ώς ένόχων διά τήν συνωμοσίαν τού Ίωχανεσβούργου άπελύθησαν 75, οί δέ λοιποί έκρατήθησαν ίνα δικασθώσιν. <box>932 231 1232 306</box>
article-subheading: Αί άνακρίσεις <box>1347 914 1451 930</box>
ad-subtitle: ΕΤΟΣ 6ον <box>440 694 518 711</box>
dateline: (Ίδιαίτερον τηλεγράφημα τού «Ήπείρου») <box>665 593 890 606</box>
column-rule <box>626 150 627 2266</box>
article-text: φού, ήτις θά κηρυχθή νέα πρωτεύουσα τής Κίνας. <box>40 150 329 180</box>
article-text: Ός έμαθομεν ό πρώτος κληρωθείς άριθμός τού λαχείου είναι μετά 200 άλλων είς τόν ταμίαν Θήρας, είς δέ τών άριθμών 50000 έτεροι άνά τών οίκων τής έπαρχίας έκ τών τελειότητων τής Νομικής κ. Ι. Θεοφιλοπούλου. <box>633 1208 922 1284</box>
